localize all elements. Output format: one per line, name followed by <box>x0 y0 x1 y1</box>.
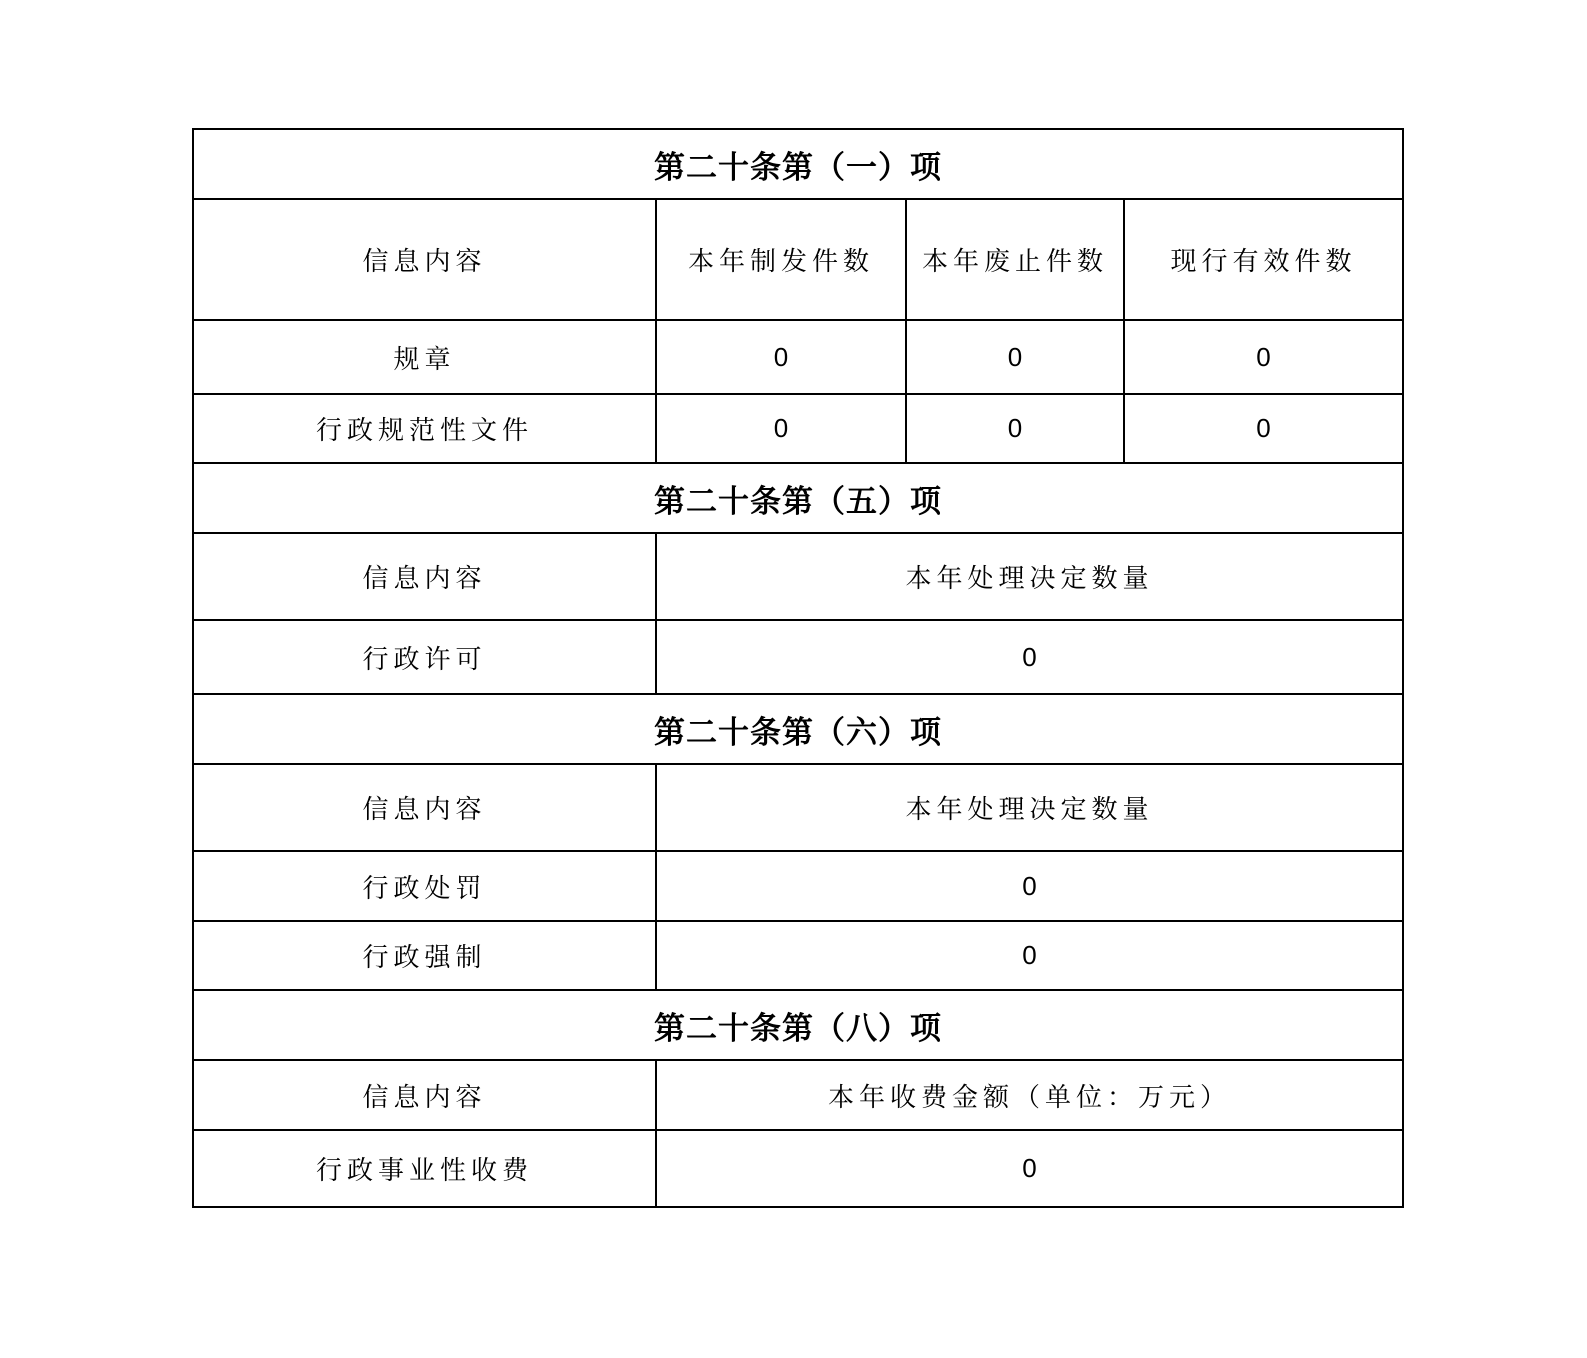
section-title: 第二十条第（六）项 <box>193 694 1403 764</box>
section-title-row <box>193 463 1403 533</box>
header-valid-count: 现行有效件数 <box>1124 199 1403 320</box>
table-row <box>193 620 1403 694</box>
cell-value: 0 <box>656 851 1403 921</box>
header-decision-count: 本年处理决定数量 <box>656 764 1403 851</box>
header-abolished-count: 本年废止件数 <box>906 199 1124 320</box>
cell-value: 0 <box>656 394 906 463</box>
header-row <box>193 533 1403 620</box>
row-label: 行政许可 <box>193 620 656 694</box>
header-info-content: 信息内容 <box>193 533 656 620</box>
cell-value: 0 <box>906 394 1124 463</box>
header-info-content: 信息内容 <box>193 1060 656 1130</box>
disclosure-table <box>192 128 1404 1208</box>
cell-value: 0 <box>1124 320 1403 394</box>
cell-value: 0 <box>1124 394 1403 463</box>
cell-value: 0 <box>656 620 1403 694</box>
cell-value: 0 <box>906 320 1124 394</box>
row-label: 行政事业性收费 <box>193 1130 656 1207</box>
table-row <box>193 320 1403 394</box>
section-title-row <box>193 990 1403 1060</box>
section-title: 第二十条第（一）项 <box>193 129 1403 199</box>
row-label: 行政强制 <box>193 921 656 990</box>
section-title: 第二十条第（五）项 <box>193 463 1403 533</box>
table-row <box>193 851 1403 921</box>
table-row <box>193 394 1403 463</box>
table-row <box>193 921 1403 990</box>
section-title-row <box>193 694 1403 764</box>
header-row <box>193 1060 1403 1130</box>
cell-value: 0 <box>656 921 1403 990</box>
row-label: 行政处罚 <box>193 851 656 921</box>
row-label: 行政规范性文件 <box>193 394 656 463</box>
header-fee-amount: 本年收费金额（单位：万元） <box>656 1060 1403 1130</box>
header-decision-count: 本年处理决定数量 <box>656 533 1403 620</box>
cell-value: 0 <box>656 320 906 394</box>
section-title: 第二十条第（八）项 <box>193 990 1403 1060</box>
header-info-content: 信息内容 <box>193 199 656 320</box>
header-row <box>193 764 1403 851</box>
table-row <box>193 1130 1403 1207</box>
cell-value: 0 <box>656 1130 1403 1207</box>
row-label: 规章 <box>193 320 656 394</box>
header-info-content: 信息内容 <box>193 764 656 851</box>
section-title-row <box>193 129 1403 199</box>
header-row <box>193 199 1403 320</box>
header-issued-count: 本年制发件数 <box>656 199 906 320</box>
